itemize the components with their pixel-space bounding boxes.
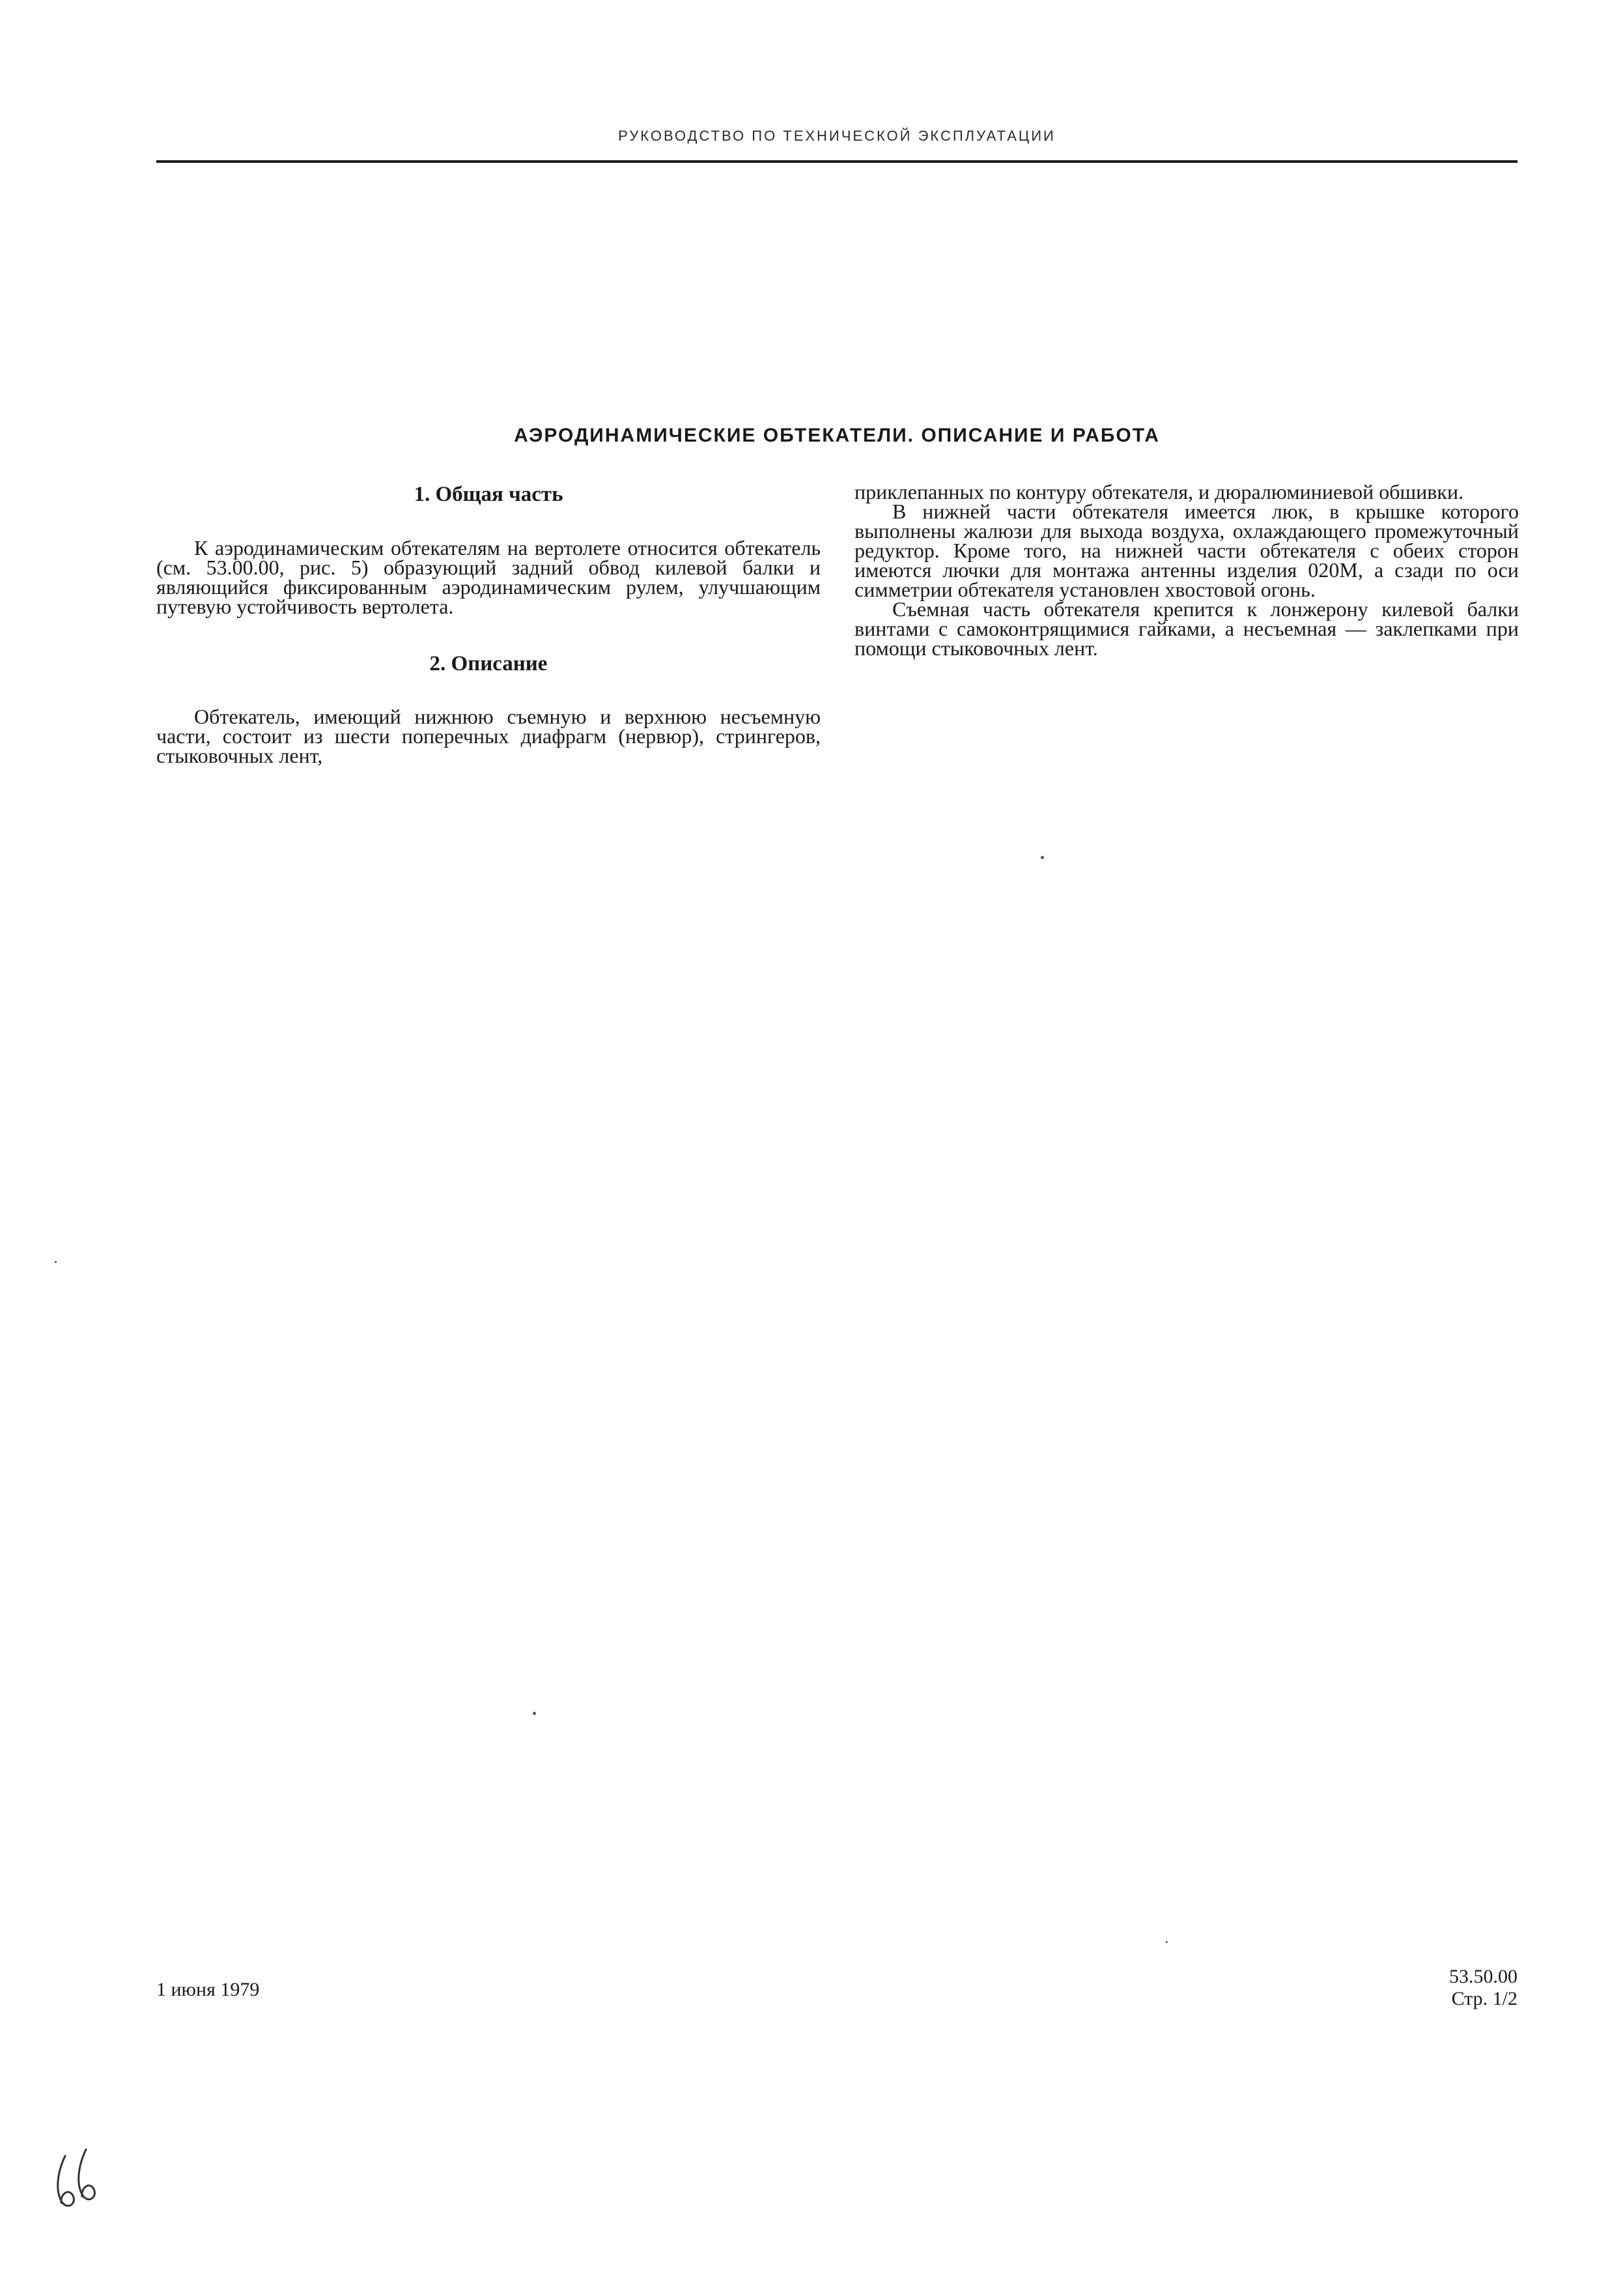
section-heading-general: 1. Общая часть: [414, 483, 563, 506]
paragraph-hatch: В нижней части обтекателя имеется люк, в крышке которого выполнены жалюзи для выхода воздуха, охлаждающего промежуточный редуктор. Кроме того, на нижней части обтекателя с обеих сторон имеются лючки для монтажа антенны изделия 020М, а сзади по оси симметрии обтекателя установлен хвостовой огонь.: [854, 500, 1519, 601]
page-number: Стр. 1/2: [1451, 1988, 1517, 2009]
scan-speck: [533, 1712, 536, 1715]
header-rule: [156, 160, 1517, 163]
scan-speck: [55, 1261, 57, 1263]
scan-speck: [1166, 1941, 1168, 1943]
footer-date: 1 июня 1979: [156, 1979, 260, 2000]
section-heading-description: 2. Описание: [429, 651, 548, 675]
document-title: АЭРОДИНАМИЧЕСКИЕ ОБТЕКАТЕЛИ. ОПИСАНИЕ И РАБОТА: [514, 425, 1160, 446]
handwritten-page-mark: [46, 2143, 104, 2215]
footer-reference: [1449, 1966, 1517, 2010]
left-column: [156, 482, 821, 768]
paragraph-general: К аэродинамическим обтекателям на вертолете относится обтекатель (см. 53.00.00, рис. 5) образующий задний обвод килевой балки и являющийся фиксированным аэродинамическим рулем, улучшающим путевую устойчивость вертолета.: [156, 535, 821, 618]
paragraph-continued: приклепанных по контуру обтекателя, и дюралюминиевой обшивки.: [854, 480, 1464, 503]
running-header: РУКОВОДСТВО ПО ТЕХНИЧЕСКОЙ ЭКСПЛУАТАЦИИ: [618, 128, 1056, 144]
scan-speck: [1041, 856, 1044, 859]
right-column: [854, 482, 1519, 658]
paragraph-description: Обтекатель, имеющий нижнюю съемную и верхнюю несъемную части, состоит из шести поперечных диафрагм (нервюр), стрингеров, стыковочных лент,: [156, 705, 821, 768]
paragraph-mounting: Съемная часть обтекателя крепится к лонжерону килевой балки винтами с самоконтрящимися гайками, а несъемная — заклепками при помощи стыковочных лент.: [854, 597, 1519, 660]
section-code: 53.50.00: [1449, 1966, 1517, 1987]
